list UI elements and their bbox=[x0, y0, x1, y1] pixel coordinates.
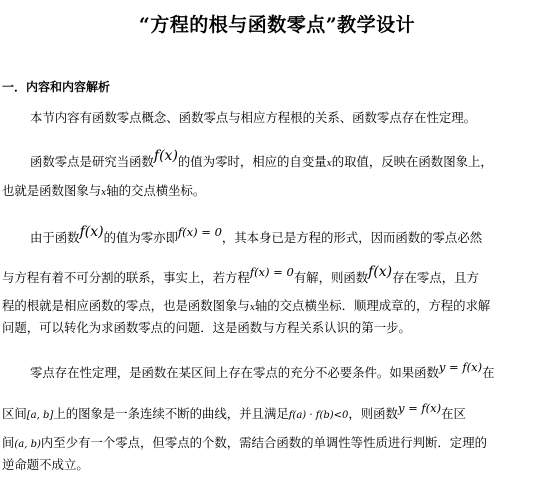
math-fx: f(x) bbox=[153, 148, 178, 164]
text: 区间 bbox=[2, 406, 27, 421]
math-equation: f(x) = 0 bbox=[249, 265, 294, 279]
text: 与方程有着不可分割的联系，事实上，若方程 bbox=[2, 270, 250, 285]
text: 轴的交点横坐标。 bbox=[106, 183, 206, 198]
paragraph-1-line-1 bbox=[30, 110, 476, 126]
text: 程的根就是相应函数的零点，也是函数图象与 bbox=[2, 298, 250, 313]
paragraph-3-line-4 bbox=[2, 320, 411, 336]
math-fx: f(x) bbox=[79, 224, 104, 240]
text: 间 bbox=[2, 435, 15, 450]
paragraph-3-line-2 bbox=[2, 264, 479, 286]
math-fx: f(x) bbox=[368, 264, 393, 280]
math-interval: (a, b) bbox=[14, 439, 41, 450]
math-interval: [a, b] bbox=[26, 410, 54, 421]
text: ，其本身已是方程的形式，因而函数的零点必然 bbox=[221, 230, 483, 245]
text: 逆命题不成立。 bbox=[2, 457, 89, 472]
text: 内至少有一个零点，但零点的个数，需结合函数的单调性等性质进行判断．定理的 bbox=[40, 435, 487, 450]
text: 在区 bbox=[441, 406, 466, 421]
text: 有解，则函数 bbox=[293, 270, 369, 285]
paragraph-4-line-2 bbox=[2, 401, 466, 424]
text: 问题，可以转化为求函数零点的问题．这是函数与方程关系认识的第一步。 bbox=[2, 320, 411, 335]
paragraph-3-line-1 bbox=[30, 224, 483, 246]
text: 的值为零时，相应的自变量 bbox=[177, 154, 327, 169]
math-yfx: y = f(x) bbox=[438, 360, 483, 374]
paragraph-2-line-2 bbox=[2, 183, 205, 201]
math-yfx: y = f(x) bbox=[397, 401, 442, 415]
text: 上的图象是一条连续不断的曲线，并且满足 bbox=[53, 406, 289, 421]
text: 的取值，反映在函数图象上， bbox=[331, 154, 493, 169]
paragraph-3-line-3 bbox=[2, 298, 490, 316]
math-x: x bbox=[326, 159, 332, 169]
text: 也就是函数图象与 bbox=[2, 183, 102, 198]
text: 零点存在性定理，是函数在某区间上存在零点的充分不必要条件。如果函数 bbox=[30, 365, 439, 380]
paragraph-4-line-4 bbox=[2, 457, 89, 473]
paragraph-4-line-1 bbox=[30, 360, 495, 381]
math-equation: f(x) = 0 bbox=[177, 225, 222, 239]
text: 存在零点，且方 bbox=[392, 270, 479, 285]
text: 在 bbox=[482, 365, 495, 380]
text: 函数零点是研究当函数 bbox=[30, 154, 154, 169]
math-x: x bbox=[249, 303, 255, 313]
section-heading: 一．内容和内容解析 bbox=[2, 80, 111, 94]
document-title: “方程的根与函数零点”教学设计 bbox=[138, 14, 416, 36]
text: ，则函数 bbox=[348, 406, 398, 421]
text: 本节内容有函数零点概念、函数零点与相应方程根的关系、函数零点存在性定理。 bbox=[30, 110, 477, 125]
math-inequality: f(a) · f(b)<0 bbox=[288, 410, 349, 421]
math-x: x bbox=[101, 188, 107, 198]
paragraph-4-line-3 bbox=[2, 435, 487, 453]
text: 轴的交点横坐标．顺理成章的，方程的求解 bbox=[254, 298, 491, 313]
text: 的值为零亦即 bbox=[103, 230, 178, 245]
text: 由于函数 bbox=[30, 230, 80, 245]
paragraph-2-line-1 bbox=[30, 148, 493, 172]
